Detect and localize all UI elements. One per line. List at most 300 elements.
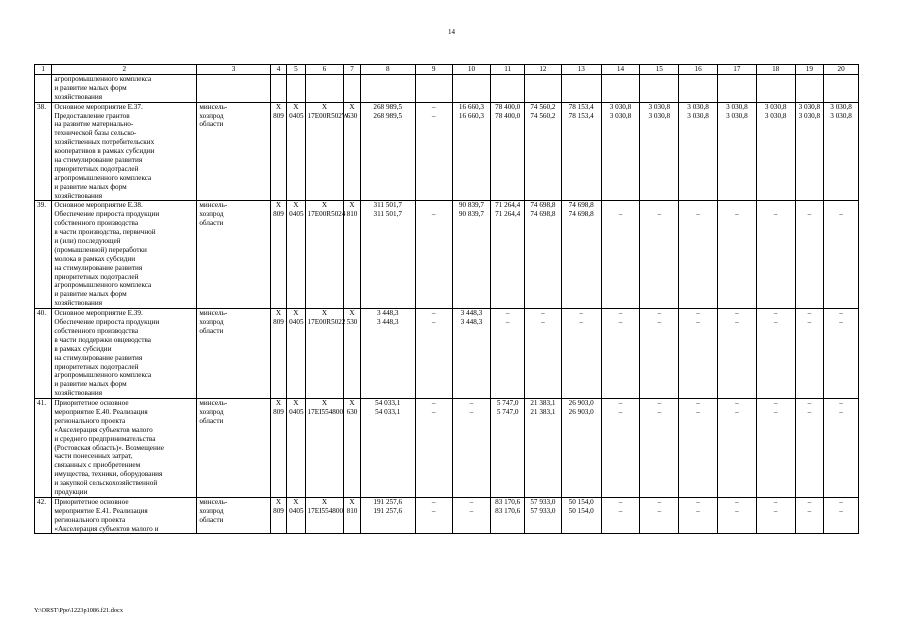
column-header: 10 xyxy=(452,65,491,75)
value-cell xyxy=(415,399,452,498)
cell-value: 17Е00R5024 xyxy=(307,210,346,219)
text-line: хозпрод xyxy=(199,111,224,120)
cell-value: – xyxy=(657,506,662,515)
cell-value: X xyxy=(275,102,282,111)
cell-value: – xyxy=(807,506,812,515)
cell-value: – xyxy=(618,309,623,318)
cell-value: 5 747,0 xyxy=(496,407,519,416)
cell-value: – xyxy=(773,399,778,408)
cell-value: 0405 xyxy=(289,210,304,219)
executor-cell xyxy=(197,497,271,534)
measure-name-cell xyxy=(52,309,197,399)
cell-value xyxy=(418,201,450,210)
value-cell xyxy=(415,102,452,201)
text-line: (промышленной) переработки xyxy=(54,245,147,254)
cell-value: – xyxy=(618,318,623,327)
cell-value: – xyxy=(431,318,436,327)
empty-cell xyxy=(679,75,718,103)
text-line: области xyxy=(199,219,224,228)
cell-value: X xyxy=(321,201,328,210)
cell-value: 268 989,5 xyxy=(373,102,403,111)
column-header: 11 xyxy=(491,65,525,75)
cell-value xyxy=(604,201,638,210)
cell-value: – xyxy=(657,407,662,416)
cell-value: X xyxy=(321,399,328,408)
value-cell xyxy=(344,201,360,309)
text-line: минсель- xyxy=(199,102,228,111)
text-line: области xyxy=(199,416,224,425)
cell-value: – xyxy=(431,210,436,219)
text-line: Предоставление грантов xyxy=(54,111,130,120)
cell-value: X xyxy=(321,309,328,318)
text-line: хозяйствования xyxy=(54,191,103,200)
text-line: и развитие малых форм xyxy=(54,290,127,299)
cell-value: 74 560,2 xyxy=(530,102,556,111)
value-cell xyxy=(287,309,305,399)
text-line: молока в рамках субсидии xyxy=(54,254,136,263)
text-line: (Ростовская область)». Возмещение xyxy=(54,443,164,452)
cell-value: 3 030,8 xyxy=(764,102,787,111)
text-line: на стимулирование развития xyxy=(54,263,143,272)
value-cell xyxy=(824,497,859,534)
cell-value: – xyxy=(735,318,739,327)
value-cell xyxy=(640,399,679,498)
column-header: 15 xyxy=(640,65,679,75)
value-cell xyxy=(491,201,525,309)
value-cell xyxy=(305,399,344,498)
cell-value xyxy=(798,201,822,210)
cell-value: – xyxy=(469,497,474,506)
cell-value: 3 030,8 xyxy=(609,111,632,120)
text-line: агропромышленного комплекса xyxy=(54,75,152,83)
value-cell xyxy=(270,309,286,399)
value-cell xyxy=(679,399,718,498)
cell-value: – xyxy=(735,497,739,506)
cell-value: – xyxy=(696,497,700,506)
cell-value: – xyxy=(735,210,739,219)
text-line: мероприятие Е.41. Реализация xyxy=(54,506,148,515)
cell-value: – xyxy=(773,506,778,515)
value-cell xyxy=(601,102,640,201)
cell-value: 809 xyxy=(273,318,284,327)
value-cell xyxy=(525,102,562,201)
text-line: Обеспечение прироста продукции xyxy=(54,318,160,327)
text-line: области xyxy=(199,515,224,524)
cell-value: 17Е00R502W xyxy=(307,111,349,120)
cell-value: 3 030,8 xyxy=(726,111,748,120)
row-number-cell xyxy=(35,201,52,309)
cell-value: 3 448,3 xyxy=(376,318,399,327)
cell-value: 78 400,0 xyxy=(495,102,521,111)
cell-value: 26 903,0 xyxy=(568,399,594,408)
text-line: Основное мероприятие Е.39. xyxy=(54,309,143,318)
empty-cell xyxy=(360,75,415,103)
value-cell xyxy=(415,497,452,534)
cell-value xyxy=(826,201,856,210)
cell-value: X xyxy=(293,102,299,111)
cell-value: 17ЕI554800 xyxy=(307,506,344,515)
value-cell xyxy=(601,399,640,498)
cell-value: – xyxy=(773,309,778,318)
value-cell xyxy=(824,309,859,399)
value-cell xyxy=(561,497,601,534)
cell-value: 630 xyxy=(346,111,358,120)
cell-value: 17Е00R5022 xyxy=(307,318,346,327)
text-line: агропромышленного комплекса xyxy=(54,281,152,290)
cell-value: – xyxy=(505,309,510,318)
value-cell xyxy=(756,201,795,309)
cell-value: 809 xyxy=(273,111,284,120)
text-line: хозяйствования xyxy=(54,389,103,398)
table-header-row xyxy=(35,65,859,75)
empty-cell xyxy=(525,75,562,103)
text-line: в части производства, первичной xyxy=(54,228,156,237)
text-line: области xyxy=(199,326,224,335)
row-number: 39. xyxy=(37,201,46,210)
cell-value: 0405 xyxy=(289,506,304,515)
column-header: 1 xyxy=(35,65,52,75)
cell-value: 809 xyxy=(273,407,284,416)
cell-value: – xyxy=(735,399,739,408)
cell-value: 3 030,8 xyxy=(830,102,852,111)
value-cell xyxy=(679,309,718,399)
cell-value: 3 448,3 xyxy=(460,309,483,318)
value-cell xyxy=(270,201,286,309)
value-cell xyxy=(415,201,452,309)
text-line: Основное мероприятие Е.37. xyxy=(54,102,143,111)
value-cell xyxy=(452,497,491,534)
value-cell xyxy=(360,309,415,399)
cell-value: X xyxy=(293,497,299,506)
empty-cell xyxy=(305,75,344,103)
cell-value: 0405 xyxy=(289,407,304,416)
value-cell xyxy=(640,102,679,201)
table-row xyxy=(35,309,859,399)
value-cell xyxy=(717,102,756,201)
cell-value: – xyxy=(773,497,778,506)
empty-cell xyxy=(756,75,795,103)
cell-value: 50 154,0 xyxy=(568,506,594,515)
empty-cell xyxy=(640,75,679,103)
value-cell xyxy=(679,201,718,309)
cell-value: – xyxy=(469,407,474,416)
measure-name-cell xyxy=(52,102,197,201)
value-cell xyxy=(717,497,756,534)
text-line: и закупкой сельскохозяйственной xyxy=(54,479,158,488)
cell-value: X xyxy=(349,497,355,506)
text-line: «Акселерация субъектов малого xyxy=(54,425,153,434)
value-cell xyxy=(640,309,679,399)
cell-value: X xyxy=(275,201,282,210)
cell-value xyxy=(759,201,793,210)
value-cell xyxy=(561,399,601,498)
text-line: приоритетных подотраслей xyxy=(54,272,139,281)
text-line: Приоритетное основное xyxy=(54,399,129,408)
empty-cell xyxy=(344,75,360,103)
row-number: 41. xyxy=(37,399,46,408)
cell-value: – xyxy=(657,497,662,506)
value-cell xyxy=(287,399,305,498)
text-line: области xyxy=(199,120,224,129)
text-line: на развитие материально- xyxy=(54,120,134,129)
text-line: регионального проекта xyxy=(54,416,126,425)
empty-cell xyxy=(415,75,452,103)
value-cell xyxy=(270,102,286,201)
value-cell xyxy=(601,497,640,534)
cell-value: – xyxy=(839,506,843,515)
table-row xyxy=(35,399,859,498)
cell-value: – xyxy=(839,210,843,219)
value-cell xyxy=(717,309,756,399)
value-cell xyxy=(601,309,640,399)
empty-cell xyxy=(561,75,601,103)
cell-value: – xyxy=(807,318,812,327)
empty-cell xyxy=(824,75,859,103)
cell-value: 3 030,8 xyxy=(798,102,821,111)
measure-name-cell xyxy=(52,497,197,534)
column-header: 17 xyxy=(717,65,756,75)
cell-value: X xyxy=(349,102,355,111)
row-number: 42. xyxy=(37,497,46,506)
cell-value: 16 660,3 xyxy=(458,102,485,111)
value-cell xyxy=(491,309,525,399)
cell-value: – xyxy=(839,407,843,416)
cell-value: 809 xyxy=(273,210,284,219)
empty-cell xyxy=(601,75,640,103)
column-header: 18 xyxy=(756,65,795,75)
cell-value: 78 400,0 xyxy=(495,111,521,120)
cell-value: 810 xyxy=(346,210,358,219)
text-line: приоритетных подотраслей xyxy=(54,164,139,173)
text-line: части понесенных затрат, xyxy=(54,452,133,461)
cell-value: 530 xyxy=(346,318,358,327)
cell-value: – xyxy=(696,506,700,515)
cell-value: – xyxy=(807,210,812,219)
text-line: технической базы сельско- xyxy=(54,129,137,138)
cell-value: 16 660,3 xyxy=(458,111,485,120)
cell-value: – xyxy=(773,210,778,219)
file-path-footer: Y:\ORST\Ppo\1223p1086.f21.docx xyxy=(34,607,123,614)
cell-value: 74 698,8 xyxy=(568,210,594,219)
text-line: связанных с приобретением xyxy=(54,461,141,470)
cell-value: 54 033,1 xyxy=(375,399,401,408)
cell-value: – xyxy=(469,399,474,408)
value-cell xyxy=(717,399,756,498)
text-line: мероприятие Е.40. Реализация xyxy=(54,407,148,416)
cell-value: – xyxy=(657,318,662,327)
value-cell xyxy=(305,102,349,201)
value-cell xyxy=(756,399,795,498)
cell-value: – xyxy=(618,407,623,416)
cell-value: 3 030,8 xyxy=(648,111,671,120)
text-line: регионального проекта xyxy=(54,515,126,524)
cell-value: 54 033,1 xyxy=(375,407,401,416)
value-cell xyxy=(415,309,452,399)
cell-value: 57 933,0 xyxy=(530,497,556,506)
text-line: агропромышленного комплекса xyxy=(54,173,152,182)
value-cell xyxy=(344,399,360,498)
text-line: минсель- xyxy=(199,399,228,408)
value-cell xyxy=(270,399,286,498)
cell-value: X xyxy=(293,309,299,318)
cell-value: – xyxy=(431,111,436,120)
column-header: 9 xyxy=(415,65,452,75)
value-cell xyxy=(491,497,525,534)
value-cell xyxy=(360,201,415,309)
column-header: 4 xyxy=(270,65,286,75)
cell-value: 78 153,4 xyxy=(568,102,594,111)
text-line: Обеспечение прироста продукции xyxy=(54,210,160,219)
text-line: минсель- xyxy=(199,309,228,318)
text-line: и развитие малых форм xyxy=(54,182,127,191)
value-cell xyxy=(795,497,824,534)
value-cell xyxy=(360,102,415,201)
value-cell xyxy=(561,201,601,309)
cell-value: X xyxy=(293,201,299,210)
value-cell xyxy=(756,497,795,534)
text-line: в части поддержки овцеводства xyxy=(54,335,151,344)
cell-value: 78 153,4 xyxy=(568,111,594,120)
cell-value: – xyxy=(773,407,778,416)
value-cell xyxy=(795,309,824,399)
cell-value: X xyxy=(321,497,328,506)
cell-value: 3 030,8 xyxy=(687,102,709,111)
text-line: и развитие малых форм xyxy=(54,83,127,92)
cell-value: 3 448,3 xyxy=(460,318,483,327)
column-header: 8 xyxy=(360,65,415,75)
row-number-cell xyxy=(35,497,52,534)
text-line: хозпрод xyxy=(199,407,224,416)
column-header: 7 xyxy=(344,65,360,75)
table-row xyxy=(35,102,859,201)
cell-value: – xyxy=(773,318,778,327)
measure-name-cell xyxy=(52,201,197,309)
cell-value: – xyxy=(431,407,436,416)
value-cell xyxy=(344,309,360,399)
text-line: собственного производства xyxy=(54,326,139,335)
text-line: хозпрод xyxy=(199,210,224,219)
value-cell xyxy=(344,497,360,534)
cell-value: – xyxy=(807,309,812,318)
cell-value: 26 903,0 xyxy=(568,407,594,416)
cell-value: X xyxy=(275,399,282,408)
cell-value: 311 501,7 xyxy=(373,210,402,219)
cell-value: – xyxy=(696,399,700,408)
value-cell xyxy=(452,399,491,498)
text-line: имущества, техники, оборудования xyxy=(54,470,163,479)
cell-value: – xyxy=(431,506,436,515)
cell-value: 3 030,8 xyxy=(764,111,787,120)
column-header: 2 xyxy=(52,65,197,75)
text-line: агропромышленного комплекса xyxy=(54,371,152,380)
cell-value: 17ЕI554800 xyxy=(307,407,344,416)
cell-value: 630 xyxy=(346,407,358,416)
row-number-cell xyxy=(35,309,52,399)
value-cell xyxy=(525,309,562,399)
cell-value: 74 560,2 xyxy=(530,111,556,120)
value-cell xyxy=(344,102,360,201)
cell-value: 191 257,6 xyxy=(373,506,403,515)
measure-name-cell xyxy=(52,399,197,498)
text-line: хозяйствования xyxy=(54,299,103,308)
text-line: в рамках субсидии xyxy=(54,344,112,353)
text-line: хозяйствования xyxy=(54,92,103,101)
value-cell xyxy=(640,497,679,534)
column-header: 20 xyxy=(824,65,859,75)
cell-value: 74 698,8 xyxy=(530,210,556,219)
cell-value: – xyxy=(696,210,700,219)
row-number-cell xyxy=(35,399,52,498)
value-cell xyxy=(452,201,491,309)
value-cell xyxy=(305,497,344,534)
text-line: и (или) последующей xyxy=(54,237,121,246)
column-header: 19 xyxy=(795,65,824,75)
value-cell xyxy=(601,201,640,309)
cell-value: – xyxy=(657,210,662,219)
row-number: 38. xyxy=(37,102,46,111)
cell-value: – xyxy=(735,309,739,318)
cell-value: 3 030,8 xyxy=(798,111,821,120)
value-cell xyxy=(717,201,756,309)
cell-value: 0405 xyxy=(289,111,304,120)
cell-value: 3 030,8 xyxy=(648,102,671,111)
cell-value: 809 xyxy=(273,506,284,515)
text-line: продукции xyxy=(54,487,88,496)
column-header: 5 xyxy=(287,65,305,75)
value-cell xyxy=(824,102,859,201)
cell-value: – xyxy=(696,309,700,318)
cell-value: – xyxy=(839,497,843,506)
value-cell xyxy=(679,102,718,201)
cell-value: – xyxy=(696,407,700,416)
value-cell xyxy=(795,201,824,309)
measures-table xyxy=(34,64,859,534)
cell-value: 191 257,6 xyxy=(373,497,403,506)
value-cell xyxy=(452,102,491,201)
cell-value: 810 xyxy=(346,506,358,515)
cell-value: X xyxy=(275,497,282,506)
executor-cell xyxy=(197,399,271,498)
cell-value: – xyxy=(618,210,623,219)
value-cell xyxy=(305,201,344,309)
cell-value: – xyxy=(431,102,436,111)
value-cell xyxy=(360,399,415,498)
table-row xyxy=(35,75,859,103)
text-line: «Акселерация субъектов малого и xyxy=(54,524,159,533)
table-row xyxy=(35,201,859,309)
cell-value: X xyxy=(349,309,355,318)
cell-value: – xyxy=(505,318,510,327)
text-line: приоритетных подотраслей xyxy=(54,362,139,371)
value-cell xyxy=(824,201,859,309)
cell-value: – xyxy=(618,497,623,506)
cell-value: 83 170,6 xyxy=(495,497,521,506)
row-number-cell xyxy=(35,102,52,201)
cell-value xyxy=(642,201,676,210)
empty-cell xyxy=(795,75,824,103)
text-line: хозяйственных потребительских xyxy=(54,138,155,147)
value-cell xyxy=(525,497,562,534)
cell-value: – xyxy=(618,506,623,515)
value-cell xyxy=(824,399,859,498)
cell-value: 21 383,1 xyxy=(530,399,556,408)
cell-value: 50 154,0 xyxy=(568,497,594,506)
value-cell xyxy=(270,497,286,534)
column-header: 6 xyxy=(305,65,344,75)
cell-value: 83 170,6 xyxy=(495,506,521,515)
cell-value: – xyxy=(431,399,436,408)
page-number: 14 xyxy=(448,28,455,36)
